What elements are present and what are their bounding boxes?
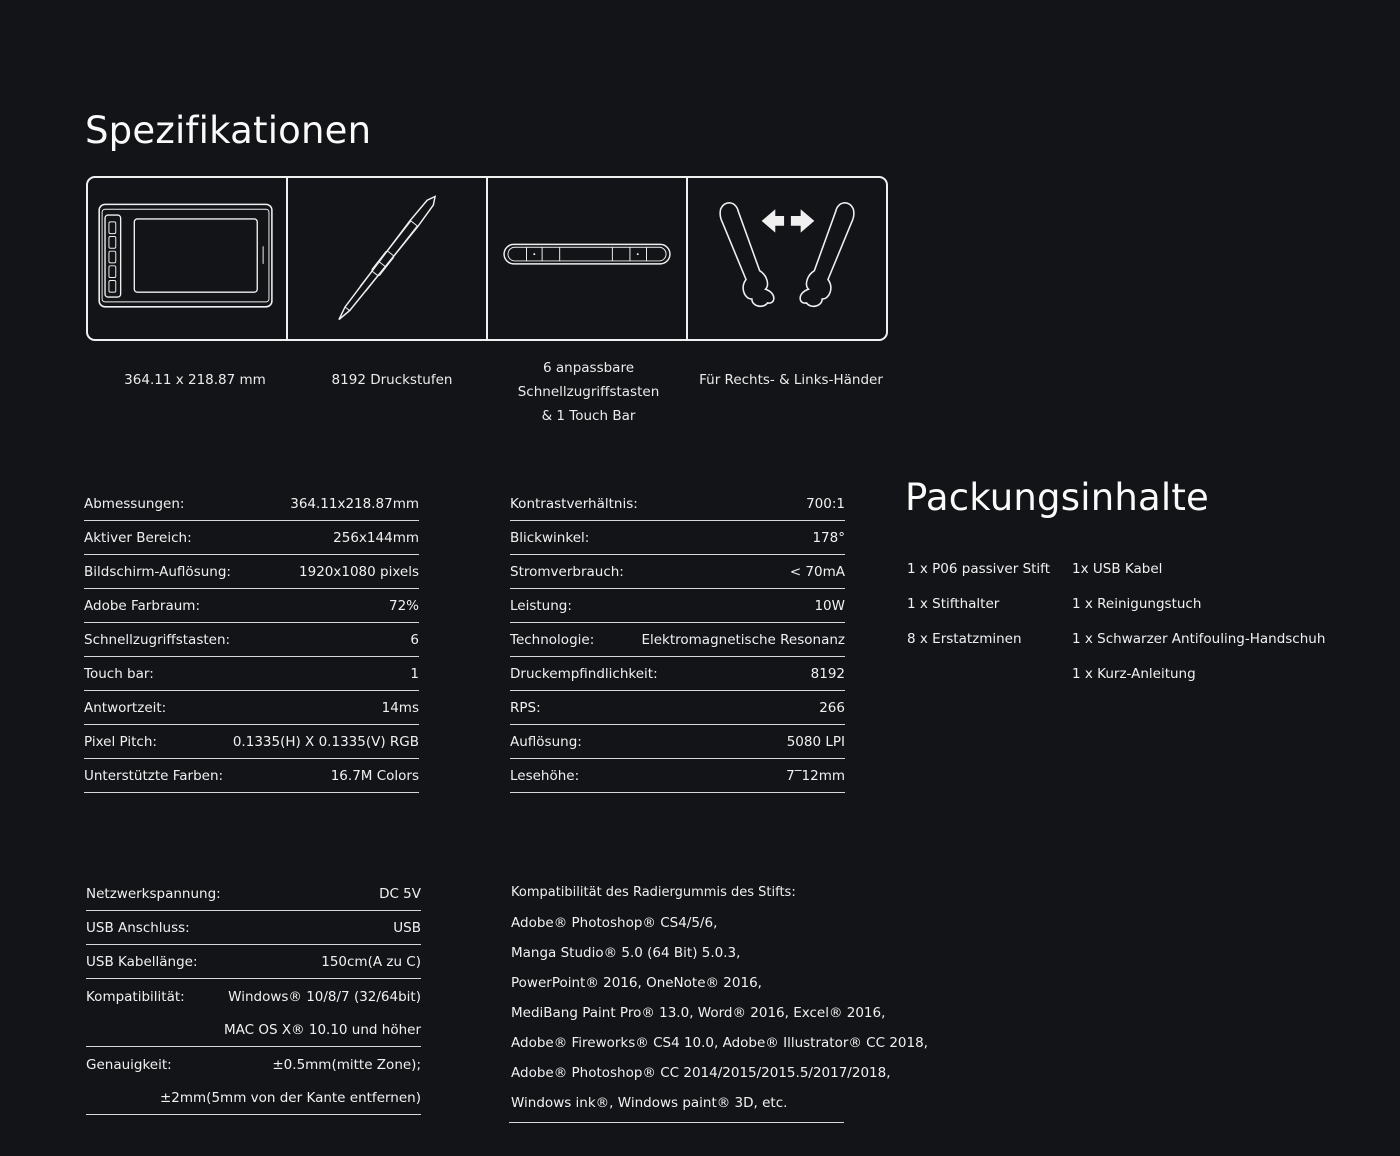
spec-row <box>510 691 845 725</box>
package-item: 1 x Reinigungstuch <box>1072 596 1202 612</box>
feature-cell-tablet <box>88 178 288 339</box>
eraser-compat-title: Kompatibilität des Radiergummis des Stifts: <box>511 885 796 900</box>
caption-hands <box>681 368 901 392</box>
eraser-compat-block <box>511 878 931 1118</box>
spec-row <box>84 487 419 521</box>
spec-row <box>510 589 845 623</box>
spec-label: Unterstützte Farben: <box>84 768 224 784</box>
spec-label: Touch bar: <box>84 666 154 682</box>
spec-label: Druckempfindlichkeit: <box>510 666 658 682</box>
spec-label: Antwortzeit: <box>84 700 167 716</box>
caption-line: 364.11 x 218.87 mm <box>124 372 266 388</box>
spec-value: Windows® 10/8/7 (32/64bit) <box>228 988 421 1005</box>
spec-value: 7‾12mm <box>786 768 845 784</box>
spec-row <box>86 1013 421 1047</box>
package-item: 1 x Stifthalter <box>907 596 1000 612</box>
package-item: 1 x Schwarzer Antifouling-Handschuh <box>1072 631 1326 647</box>
spec-value: 256x144mm <box>333 530 419 546</box>
eraser-compat-line: PowerPoint® 2016, OneNote® 2016, <box>511 975 762 991</box>
tablet-icon <box>88 178 286 339</box>
spec-value: 6 <box>410 632 419 648</box>
caption-pressure <box>282 368 502 392</box>
specs-table-right <box>510 487 845 793</box>
specs-table-left <box>84 487 419 793</box>
spec-value: Elektromagnetische Resonanz <box>641 632 845 648</box>
spec-row <box>84 555 419 589</box>
spec-value: 1 <box>410 666 419 682</box>
eraser-compat-line: Manga Studio® 5.0 (64 Bit) 5.0.3, <box>511 945 741 961</box>
spec-row <box>510 657 845 691</box>
spec-value: 8192 <box>810 666 845 682</box>
package-list-col1 <box>907 552 1050 657</box>
eraser-compat-line: Windows ink®, Windows paint® 3D, etc. <box>511 1095 788 1111</box>
spec-row <box>510 521 845 555</box>
package-item: 1 x Kurz-Anleitung <box>1072 666 1196 682</box>
spec-label: Technologie: <box>510 632 595 648</box>
package-title: Packungsinhalte <box>905 476 1210 519</box>
spec-label: Pixel Pitch: <box>84 734 157 750</box>
spec-value: 14ms <box>381 700 419 716</box>
spec-label: USB Kabellänge: <box>86 954 198 970</box>
package-item: 8 x Erstatzminen <box>907 631 1022 647</box>
spec-label: USB Anschluss: <box>86 920 190 936</box>
spec-value: 1920x1080 pixels <box>299 564 419 580</box>
spec-row <box>86 1081 421 1115</box>
touch-bar-icon <box>488 178 686 339</box>
spec-row <box>510 725 845 759</box>
spec-row <box>84 521 419 555</box>
package-item: 1 x P06 passiver Stift <box>907 561 1050 577</box>
specs-title: Spezifikationen <box>85 109 372 152</box>
spec-value: 364.11x218.87mm <box>290 496 419 512</box>
spec-row <box>86 911 421 945</box>
spec-row <box>510 555 845 589</box>
spec-row <box>86 945 421 979</box>
spec-value: 150cm(A zu C) <box>321 954 421 970</box>
feature-cell-pen <box>288 178 488 339</box>
spec-value: 700:1 <box>806 496 845 512</box>
pen-icon <box>288 178 486 339</box>
spec-value: < 70mA <box>789 564 845 580</box>
spec-value: 266 <box>819 700 845 716</box>
hands-icon <box>688 178 886 339</box>
package-list-col2 <box>1072 552 1325 692</box>
spec-label: RPS: <box>510 700 541 716</box>
feature-cell-hands <box>688 178 886 339</box>
spec-row <box>86 979 421 1013</box>
spec-label: Netzwerkspannung: <box>86 886 221 902</box>
spec-value: 5080 LPI <box>786 734 845 750</box>
spec-label: Auflösung: <box>510 734 582 750</box>
spec-row <box>84 657 419 691</box>
specs-table-bottom <box>86 877 421 1115</box>
caption-line: & 1 Touch Bar <box>541 408 636 424</box>
eraser-compat-line: Adobe® Fireworks® CS4 10.0, Adobe® Illustrator® CC 2018, <box>511 1035 928 1051</box>
spec-label: Kompatibilität: <box>86 988 185 1005</box>
spec-value: 0.1335(H) X 0.1335(V) RGB <box>232 734 419 750</box>
spec-label: Blickwinkel: <box>510 530 590 546</box>
spec-value: ±0.5mm(mitte Zone); <box>272 1056 421 1073</box>
spec-value: 10W <box>814 598 845 614</box>
feature-cell-touch-bar <box>488 178 688 339</box>
spec-label: Bildschirm-Auflösung: <box>84 564 231 580</box>
caption-dimensions <box>85 368 305 392</box>
spec-row <box>84 589 419 623</box>
spec-label: Lesehöhe: <box>510 768 580 784</box>
spec-row <box>84 759 419 793</box>
eraser-compat-line: Adobe® Photoshop® CC 2014/2015/2015.5/2017/2018, <box>511 1065 891 1081</box>
spec-row <box>84 725 419 759</box>
spec-row <box>86 1047 421 1081</box>
spec-value: ±2mm(5mm von der Kante entfernen) <box>159 1090 421 1106</box>
eraser-compat-line: Adobe® Photoshop® CS4/5/6, <box>511 915 718 931</box>
spec-value: MAC OS X® 10.10 und höher <box>223 1022 421 1038</box>
caption-line: Für Rechts- & Links-Händer <box>699 372 883 388</box>
eraser-compat-divider <box>509 1122 844 1123</box>
caption-line: 8192 Druckstufen <box>331 372 453 388</box>
spec-label: Aktiver Bereich: <box>84 530 192 546</box>
caption-shortcuts <box>476 356 701 428</box>
spec-label: Stromverbrauch: <box>510 564 624 580</box>
spec-value: 178° <box>812 530 845 546</box>
spec-label: Genauigkeit: <box>86 1056 172 1073</box>
spec-label: Abmessungen: <box>84 496 185 512</box>
eraser-compat-line: MediBang Paint Pro® 13.0, Word® 2016, Excel® 2016, <box>511 1005 886 1021</box>
package-item: 1x USB Kabel <box>1072 561 1163 577</box>
spec-row <box>86 877 421 911</box>
spec-row <box>510 759 845 793</box>
spec-row <box>510 487 845 521</box>
spec-row <box>84 623 419 657</box>
spec-value: 72% <box>388 598 419 614</box>
spec-row <box>84 691 419 725</box>
spec-row <box>510 623 845 657</box>
feature-box <box>86 176 888 341</box>
spec-value: DC 5V <box>379 886 421 902</box>
spec-label: Schnellzugriffstasten: <box>84 632 231 648</box>
caption-line: 6 anpassbare Schnellzugriffstasten <box>517 360 660 400</box>
spec-label: Adobe Farbraum: <box>84 598 200 614</box>
spec-label: Kontrastverhältnis: <box>510 496 638 512</box>
spec-value: USB <box>393 920 421 936</box>
spec-label: Leistung: <box>510 598 572 614</box>
spec-value: 16.7M Colors <box>330 768 419 784</box>
